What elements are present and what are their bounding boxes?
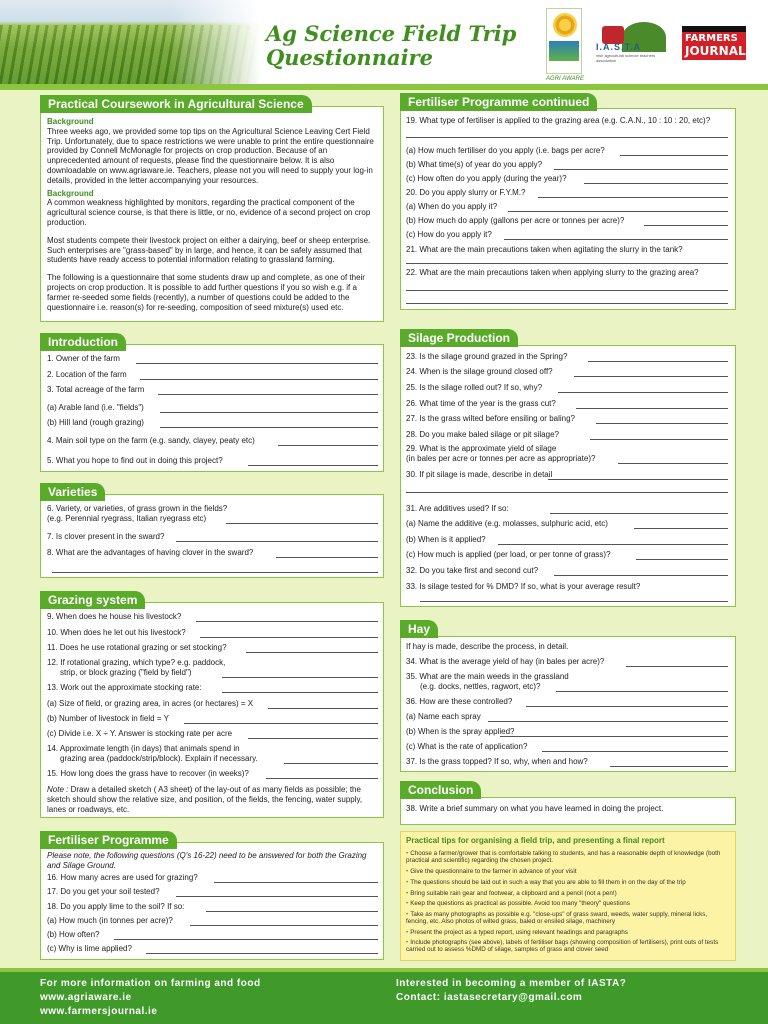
hay-title: Hay [400, 620, 438, 638]
q30-answer-2[interactable] [406, 492, 728, 493]
note-text: Draw a detailed sketch ( A3 sheet) of the lay-out of as many fields as possible; the sketch should show the relative size, and position, of the fields, the fencing, water supply, lanes or roadways, etc. [47, 785, 363, 814]
q28-label: 28. Do you make baled silage or pit silage? [406, 430, 559, 439]
q35-answer[interactable] [556, 691, 728, 692]
conclusion-title: Conclusion [400, 781, 481, 799]
q18b-label: (b) How often? [47, 930, 100, 939]
q18-label: 18. Do you apply lime to the soil? If so: [47, 902, 185, 911]
q8-label: 8. What are the advantages of having clover in the sward? [47, 548, 254, 557]
q36a-label: (a) Name each spray [406, 712, 481, 721]
q6-label: 6. Variety, or varieties, of grass grown in the fields? [47, 504, 228, 513]
tip-5: • Keep the questions as practical as possible. Avoid too many "theory" questions [406, 900, 730, 907]
q19-answer[interactable] [406, 137, 728, 138]
q9-label: 9. When does he house his livestock? [47, 612, 182, 621]
iasta-logo-sub: irish agricultural science teachers association [596, 53, 656, 63]
q14-label: 14. Approximate length (in days) that animals spend in [47, 744, 240, 753]
q34-label: 34. What is the average yield of hay (in bales per acre)? [406, 657, 605, 666]
q36a-answer[interactable] [488, 721, 728, 722]
q35-label: 35. What are the main weeds in the grassland [406, 672, 569, 681]
q4-label: 4. Main soil type on the farm (e.g. sandy, clayey, peaty etc) [47, 436, 255, 445]
bg1-text: Three weeks ago, we provided some top tips on the Agricultural Science Leaving Cert Field Trip. Unfortunately, due to space restrictions we were unable to print the entire questionnaire provided by Connell McMonagle for projects on crop production. Because of an unprecedented amount of requests, please find the questionnaire below. It is also downloadable on www.agriaware.ie. Teachers, please not you will need to supply your log-in details, provided in the letter accompanying your resources. [47, 126, 374, 185]
q11-label: 11. Does he use rotational grazing or set stocking? [47, 643, 227, 652]
q36-label: 36. How are these controlled? [406, 697, 513, 706]
tip-7: • Present the project as a typed report, using relevant headings and paragraphs [406, 929, 730, 936]
q1-answer[interactable] [136, 363, 378, 364]
q20a-label: (a) When do you apply it? [406, 202, 498, 211]
q17-answer[interactable] [176, 896, 378, 897]
q23-label: 23. Is the silage ground grazed in the Spring? [406, 352, 568, 361]
q16-label: 16. How many acres are used for grazing? [47, 873, 198, 882]
footer-band [0, 968, 768, 972]
q27-label: 27. Is the grass wilted before ensiling or baling? [406, 414, 575, 423]
q20c-answer[interactable] [504, 239, 728, 240]
q12-answer[interactable] [222, 677, 378, 678]
q19a-label: (a) How much fertiliser do you apply (i.e. bags per acre? [406, 146, 605, 155]
q10-answer[interactable] [200, 637, 378, 638]
q21-label: 21. What are the main precautions taken when agitating the slurry in the tank? [406, 245, 683, 254]
iasta-invite: Interested in becoming a member of IASTA? [396, 978, 627, 989]
q31a-label: (a) Name the additive (e.g. molasses, sulphuric acid, etc) [406, 519, 608, 528]
q13-label: 13. Work out the approximate stocking rate: [47, 683, 202, 692]
q21-answer[interactable] [406, 263, 728, 264]
q31b-answer[interactable] [498, 544, 728, 545]
q7-label: 7. Is clover present in the sward? [47, 532, 165, 541]
q36-answer[interactable] [526, 706, 728, 707]
q27-answer[interactable] [596, 423, 728, 424]
agriaware-logo-caption: AGRI AWARE [546, 76, 584, 82]
q5-answer[interactable] [248, 465, 378, 466]
q12-label: 12. If rotational grazing, which type? e.g. paddock, [47, 658, 226, 667]
page-title: Ag Science Field Trip Questionnaire [266, 21, 517, 70]
q13-answer[interactable] [222, 692, 378, 693]
fertiliser-title: Fertiliser Programme [40, 831, 177, 849]
q18b-answer[interactable] [114, 939, 378, 940]
q17-label: 17. Do you get your soil tested? [47, 887, 160, 896]
q18c-label: (c) Why is lime applied? [47, 944, 132, 953]
q20c-label: (c) How do you apply it? [406, 230, 492, 239]
iasta-contact[interactable]: Contact: iastasecretary@gmail.com [396, 992, 583, 1003]
fertiliser-note: Please note, the following questions (Q's 16-22) need to be answered for both the Grazing and Silage Ground. [47, 851, 367, 870]
q37-label: 37. Is the grass topped? If so, why, when and how? [406, 757, 588, 766]
q25-answer[interactable] [558, 392, 728, 393]
q8-answer-2[interactable] [52, 572, 378, 573]
q13b-answer[interactable] [184, 723, 378, 724]
q33-answer[interactable] [420, 601, 728, 602]
q20b-answer[interactable] [644, 225, 728, 226]
q13b-label: (b) Number of livestock in field = Y [47, 714, 169, 723]
q6-example: (e.g. Perennial ryegrass, Italian ryegrass etc) [47, 514, 207, 523]
q19a-answer[interactable] [620, 155, 728, 156]
introduction-title: Introduction [40, 333, 126, 351]
q25-label: 25. Is the silage rolled out? If so, why? [406, 383, 543, 392]
header [0, 0, 768, 90]
field-photo [0, 0, 260, 85]
q31c-answer[interactable] [636, 559, 728, 560]
q36b-label: (b) When is the spray applied? [406, 727, 515, 736]
q23-answer[interactable] [588, 361, 728, 362]
q13a-answer[interactable] [268, 708, 378, 709]
bg1-heading: Background [47, 117, 94, 126]
q3-answer[interactable] [158, 394, 378, 395]
silage-title: Silage Production [400, 329, 518, 347]
q2-answer[interactable] [140, 379, 378, 380]
q12-types: strip, or block grazing ("field by field") [60, 668, 192, 677]
q32-label: 32. Do you take first and second cut? [406, 566, 539, 575]
q31-answer[interactable] [550, 513, 728, 514]
tip-2: • Give the questionnaire to the farmer in advance of your visit [406, 868, 730, 875]
note-heading: Note : [47, 785, 69, 794]
q18a-answer[interactable] [190, 925, 378, 926]
q3b-label: (b) Hill land (rough grazing) [47, 418, 144, 427]
q10-label: 10. When does he let out his livestock? [47, 628, 186, 637]
q1-label: 1. Owner of the farm [47, 354, 120, 363]
q3a-answer[interactable] [160, 412, 378, 413]
q20b-label: (b) How much do apply (gallons per acre or tonnes per acre)? [406, 216, 625, 225]
header-band [0, 84, 768, 90]
q13c-answer[interactable] [248, 738, 378, 739]
q34-answer[interactable] [626, 666, 728, 667]
q14-detail: grazing area (paddock/strip/block). Explain if necessary. [60, 754, 258, 763]
agriaware-logo[interactable] [546, 8, 582, 74]
q15-label: 15. How long does the grass have to recover (in weeks)? [47, 769, 249, 778]
tips-title: Practical tips for organising a field trip, and presenting a final report [406, 836, 665, 845]
q2-label: 2. Location of the farm [47, 370, 127, 379]
q29-label: 29. What is the approximate yield of silage [406, 444, 557, 453]
q26-label: 26. What time of the year is the grass cut? [406, 399, 556, 408]
q9-answer[interactable] [196, 621, 378, 622]
q13a-label: (a) Size of field, or grazing area, in acres (or hectares) = X [47, 699, 254, 708]
q29-answer[interactable] [618, 463, 728, 464]
q15-answer[interactable] [266, 778, 378, 779]
q19b-label: (b) What time(s) of year do you apply? [406, 160, 543, 169]
q31a-answer[interactable] [634, 528, 728, 529]
q13c-label: (c) Divide i.e. X ÷ Y. Answer is stocking rate per acre [47, 729, 233, 738]
tip-1: • Choose a farmer/grower that is comfortable talking to students, and has a reasonable depth of knowledge (both practical and scientific) regarding the chosen project. [406, 850, 730, 865]
q31c-label: (c) How much is applied (per load, or per tonne of grass)? [406, 550, 611, 559]
iasta-logo-name: I.A.S.T.A [596, 42, 642, 52]
q30-answer-1[interactable] [548, 479, 728, 480]
q4-answer[interactable] [278, 445, 378, 446]
q36c-label: (c) What is the rate of application? [406, 742, 528, 751]
q33-label: 33. Is silage tested for % DMD? If so, what is your average result? [406, 582, 641, 591]
q18a-label: (a) How much (in tonnes per acre)? [47, 916, 173, 925]
q22-answer-1[interactable] [406, 290, 728, 291]
q19c-answer[interactable] [584, 183, 728, 184]
varieties-title: Varieties [40, 483, 105, 501]
q22-label: 22. What are the main precautions taken when applying slurry to the grazing area? [406, 268, 699, 277]
practical-p4: The following is a questionnaire that some students draw up and complete, as one of their projects on crop production. It is possible to add further questions if you so wish e.g. if a farmer re-seeded some fields (recently), a number of questions could be added to the questionnaire i.e. reason(s) for re-seeding, composition of seed mixture(s) used etc. [47, 273, 365, 312]
q35-examples: (e.g. docks, nettles, ragwort, etc)? [420, 682, 541, 691]
q3b-answer[interactable] [160, 427, 378, 428]
q31b-label: (b) When is it applied? [406, 535, 486, 544]
tip-6: • Take as many photographs as possible e.g. "close-ups" of grass sward, weeds, water supply, mineral licks, fencing, etc. Also photos of wilted grass, baled or ensiled silage, machinery [406, 911, 730, 926]
tip-3: • The questions should be laid out in such a way that you are able to fill them in on the day of the trip [406, 879, 730, 886]
q36b-answer[interactable] [500, 736, 728, 737]
q3a-label: (a) Arable land (i.e. "fields") [47, 403, 144, 412]
q20-label: 20. Do you apply slurry or F.Y.M.? [406, 188, 526, 197]
grazing-title: Grazing system [40, 591, 145, 609]
practical-title: Practical Coursework in Agricultural Science [40, 95, 312, 113]
q16-answer[interactable] [214, 882, 378, 883]
q19-label: 19. What type of fertiliser is applied to the grazing area (e.g. C.A.N., 10 : 10 : 20, etc)? [406, 116, 711, 125]
q18c-answer[interactable] [146, 953, 378, 954]
q31-label: 31. Are additives used? If so: [406, 504, 509, 513]
q37-answer[interactable] [610, 766, 728, 767]
q24-label: 24. When is the silage ground closed off? [406, 367, 553, 376]
q3-label: 3. Total acreage of the farm [47, 385, 145, 394]
q26-answer[interactable] [576, 408, 728, 409]
bg2-text: A common weakness highlighted by monitors, regarding the practical component of the agricultural science course, is that there is little, or no, evidence of a second project on crop production. [47, 198, 371, 227]
q19c-label: (c) How often do you apply (during the year)? [406, 174, 567, 183]
q11-answer[interactable] [246, 652, 378, 653]
agriaware-link[interactable]: www.agriaware.ie [40, 992, 132, 1003]
q32-answer[interactable] [554, 575, 728, 576]
q38-label: 38. Write a brief summary on what you have learned in doing the project. [406, 804, 664, 813]
q22-answer-2[interactable] [406, 303, 728, 304]
q29-units: (in bales per acre or tonnes per acre as appropriate)? [406, 454, 596, 463]
q5-label: 5. What you hope to find out in doing this project? [47, 456, 223, 465]
q28-answer[interactable] [590, 439, 728, 440]
q30-label: 30. If pit silage is made, describe in detail [406, 470, 553, 479]
tip-4: • Bring suitable rain gear and footwear, a clipboard and a pencil (not a pen!) [406, 890, 730, 897]
tip-8: • Include photographs (see above), labels of fertiliser bags (showing composition of fertilisers), print outs of tests carried out to assess %DMD of silage, samples of grass and clover seed [406, 939, 730, 954]
q36c-answer[interactable] [542, 751, 728, 752]
footer-info: For more information on farming and food [40, 978, 261, 989]
bg2-heading: Background [47, 188, 94, 198]
q24-answer[interactable] [574, 376, 728, 377]
farmersjournal-link[interactable]: www.farmersjournal.ie [40, 1006, 158, 1017]
q6-answer[interactable] [226, 523, 378, 524]
farmers-journal-logo[interactable]: FARMERS JOURNAL [682, 26, 746, 60]
q20-answer[interactable] [538, 197, 728, 198]
hay-intro: If hay is made, describe the process, in detail. [406, 642, 569, 651]
q18-answer[interactable] [206, 911, 378, 912]
practical-p3: Most students compete their livestock project on either a dairying, beef or sheep enterprise. Such enterprises are "grass-based" by in large, and hence, it can be safely assumed that students have ready access to potential information relating to grassland farming. [47, 235, 371, 265]
q14-answer[interactable] [284, 763, 378, 764]
q20a-answer[interactable] [508, 211, 728, 212]
q7-answer[interactable] [176, 541, 378, 542]
fert-cont-title: Fertiliser Programme continued [400, 93, 597, 111]
q19b-answer[interactable] [554, 169, 728, 170]
q8-answer-1[interactable] [276, 557, 378, 558]
